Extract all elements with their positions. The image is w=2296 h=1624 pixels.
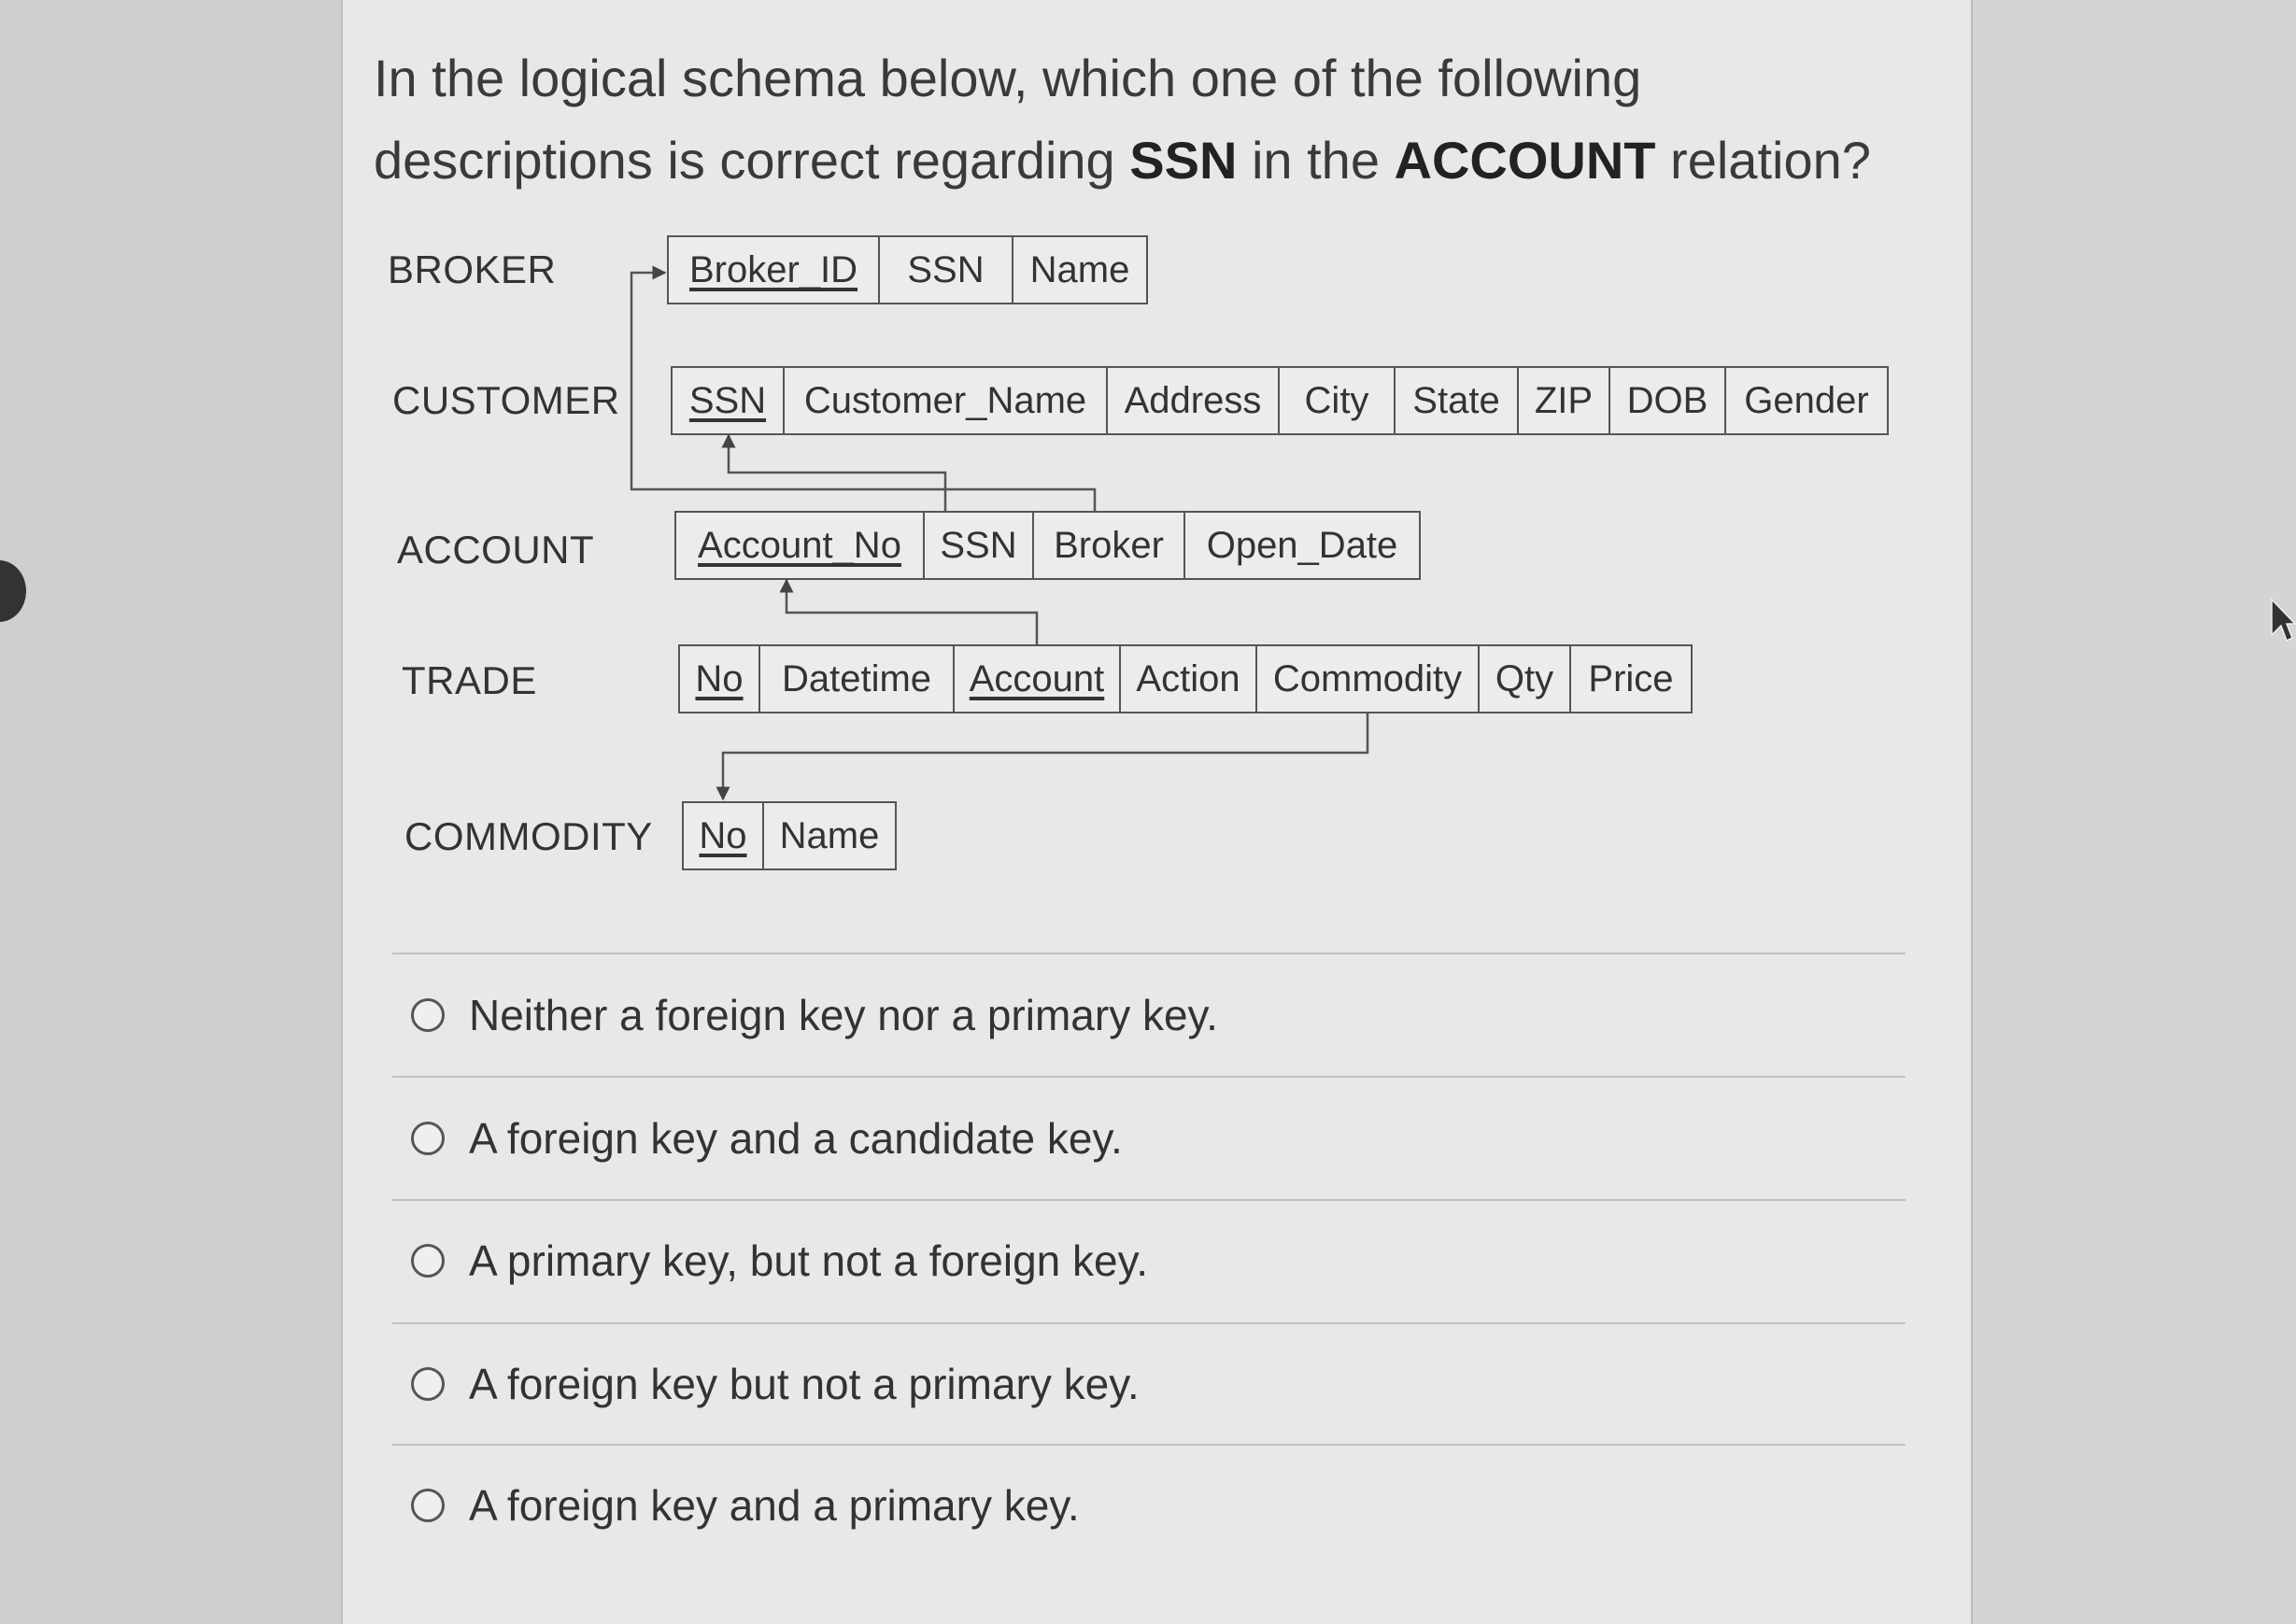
customer-attr-state: State — [1396, 368, 1519, 433]
radio-circle-icon[interactable] — [411, 1122, 445, 1155]
option-4[interactable] — [411, 1359, 1140, 1409]
customer-attr-dob: DOB — [1610, 368, 1726, 433]
trade-attr-commodity: Commodity — [1257, 646, 1480, 712]
divider — [392, 1076, 1906, 1078]
question-part2: in the — [1237, 131, 1395, 190]
account-label: ACCOUNT — [397, 528, 595, 572]
commodity-label: COMMODITY — [404, 814, 653, 858]
broker-attr-ssn: SSN — [880, 237, 1013, 303]
account-attr-account-no: Account_No — [676, 513, 925, 578]
radio-circle-icon[interactable] — [411, 1367, 445, 1401]
commodity-attr-name: Name — [779, 814, 880, 856]
commodity-attr-no: No — [684, 803, 764, 868]
account-attr-ssn: SSN — [925, 513, 1034, 578]
radio-circle-icon[interactable] — [411, 1244, 445, 1278]
account-attr-open-date: Open_Date — [1206, 524, 1398, 566]
account-attr-broker: Broker — [1034, 513, 1185, 578]
option-4-label: A foreign key but not a primary key. — [469, 1360, 1140, 1408]
customer-attr-gender: Gender — [1744, 379, 1869, 421]
trade-attr-datetime: Datetime — [760, 646, 955, 712]
link-trade-commodity — [723, 713, 1368, 799]
customer-attr-ssn: SSN — [673, 368, 785, 433]
divider — [392, 1322, 1906, 1324]
customer-attr-zip: ZIP — [1519, 368, 1610, 433]
question-ssn: SSN — [1129, 131, 1238, 190]
customer-label: CUSTOMER — [392, 378, 620, 422]
divider — [392, 1199, 1906, 1201]
mouse-cursor-icon — [2270, 598, 2296, 643]
option-5[interactable] — [411, 1480, 1080, 1531]
trade-attr-no: No — [680, 646, 760, 712]
trade-attr-price: Price — [1588, 657, 1674, 699]
trade-attr-qty: Qty — [1480, 646, 1571, 712]
broker-attr-name: Name — [1029, 248, 1130, 290]
divider — [392, 1444, 1906, 1446]
option-1[interactable] — [411, 990, 1218, 1040]
customer-attr-address: Address — [1108, 368, 1280, 433]
customer-attr-customer-name: Customer_Name — [785, 368, 1108, 433]
broker-label: BROKER — [388, 247, 557, 291]
option-1-label: Neither a foreign key nor a primary key. — [469, 991, 1218, 1039]
trade-attr-action: Action — [1121, 646, 1257, 712]
trade-attr-account: Account — [955, 646, 1121, 712]
broker-attr-broker-id: Broker_ID — [669, 237, 880, 303]
link-account-ssn — [729, 435, 945, 511]
link-account-broker — [631, 273, 1095, 511]
radio-circle-icon[interactable] — [411, 1489, 445, 1522]
question-part1: In the logical schema below, which one of the following descriptions is correct regarding — [374, 49, 1642, 190]
customer-attr-city: City — [1280, 368, 1396, 433]
link-trade-account — [787, 580, 1037, 644]
radio-circle-icon[interactable] — [411, 998, 445, 1032]
question-part3: relation? — [1655, 131, 1871, 190]
question-account: ACCOUNT — [1394, 131, 1656, 190]
trade-label: TRADE — [402, 658, 537, 702]
option-5-label: A foreign key and a primary key. — [469, 1481, 1080, 1530]
option-3[interactable] — [411, 1236, 1148, 1286]
option-2-label: A foreign key and a candidate key. — [469, 1114, 1123, 1163]
divider — [392, 953, 1906, 954]
option-3-label: A primary key, but not a foreign key. — [469, 1236, 1148, 1285]
option-2[interactable] — [411, 1113, 1123, 1164]
